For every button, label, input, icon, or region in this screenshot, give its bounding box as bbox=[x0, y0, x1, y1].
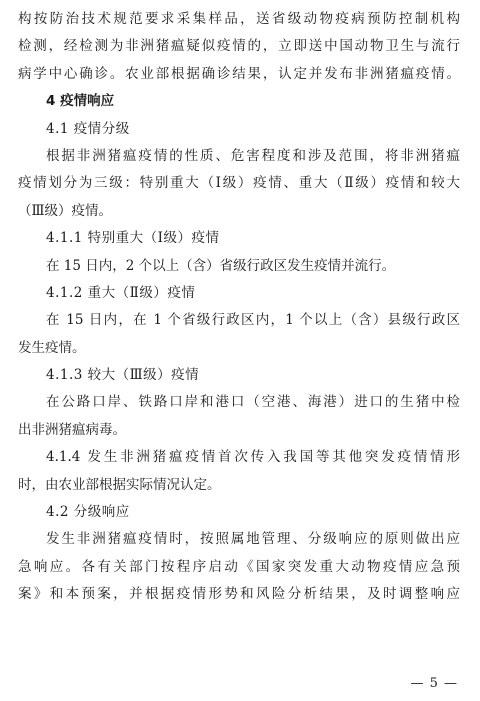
section-heading-4-1: 4.1 疫情分级 bbox=[46, 120, 130, 137]
paragraph-line: 疫情划分为三级：特别重大（Ⅰ级）疫情、重大（Ⅱ级）疫情和较大 bbox=[18, 175, 460, 192]
section-heading-4-1-3: 4.1.3 较大（Ⅲ级）疫情 bbox=[46, 367, 200, 384]
section-heading-4: 4 疫情响应 bbox=[46, 93, 115, 110]
paragraph-line: 发生疫情。 bbox=[18, 339, 86, 356]
paragraph-line: 出非洲猪瘟病毒。 bbox=[18, 421, 126, 438]
paragraph-line: 检测，经检测为非洲猪瘟疑似疫情的，立即送中国动物卫生与流行 bbox=[18, 38, 460, 55]
paragraph-line: 病学中心确诊。农业部根据确诊结果，认定并发布非洲猪瘟疫情。 bbox=[18, 65, 460, 82]
paragraph-line: 案》和本预案，并根据疫情形势和风险分析结果，及时调整响应 bbox=[18, 586, 460, 603]
section-heading-4-1-2: 4.1.2 重大（Ⅱ级）疫情 bbox=[46, 284, 196, 301]
paragraph-line: 在 15 日内，在 1 个省级行政区内，1 个以上（含）县级行政区 bbox=[46, 312, 460, 329]
document-page bbox=[18, 6, 460, 609]
paragraph-line: 构按防治技术规范要求采集样品，送省级动物疫病预防控制机构 bbox=[18, 11, 460, 27]
paragraph-line: 时，由农业部根据实际情况认定。 bbox=[18, 476, 221, 493]
paragraph-line: 发生非洲猪瘟疫情时，按照属地管理、分级响应的原则做出应 bbox=[46, 531, 460, 548]
page-number: — 5 — bbox=[410, 676, 458, 691]
section-heading-4-1-1: 4.1.1 特别重大（Ⅰ级）疫情 bbox=[46, 230, 220, 247]
paragraph-line: 根据非洲猪瘟疫情的性质、危害程度和涉及范围，将非洲猪瘟 bbox=[46, 147, 460, 164]
paragraph-line: 在公路口岸、铁路口岸和港口（空港、海港）进口的生猪中检 bbox=[46, 394, 460, 411]
paragraph-line: （Ⅲ级）疫情。 bbox=[18, 202, 113, 219]
paragraph-line: 急响应。各有关部门按程序启动《国家突发重大动物疫情应急预 bbox=[18, 558, 460, 575]
paragraph-line: 4.1.4 发生非洲猪瘟疫情首次传入我国等其他突发疫情情形 bbox=[46, 449, 460, 466]
paragraph-line: 在 15 日内，2 个以上（含）省级行政区发生疫情并流行。 bbox=[46, 257, 396, 274]
section-heading-4-2: 4.2 分级响应 bbox=[46, 504, 130, 521]
